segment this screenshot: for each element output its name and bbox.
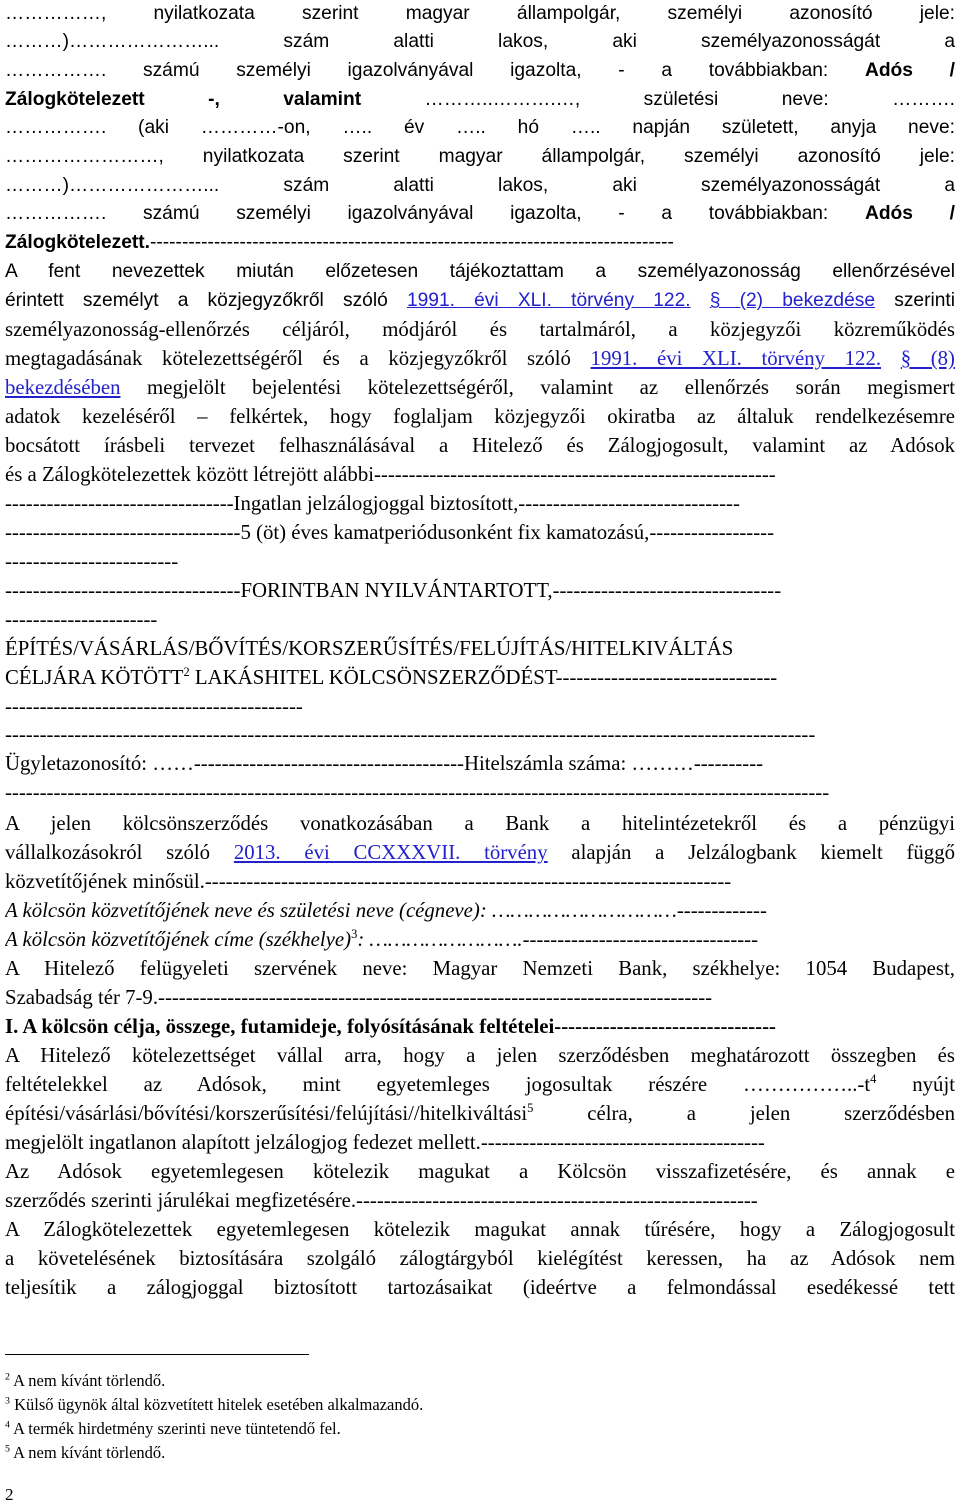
identity-line-8: és a Zálogkötelezettek között létrejött alábbi----------------------------------------------------------	[5, 463, 776, 486]
agent-address-line	[5, 926, 955, 955]
header-line-4-text: ………..……….…, születési neve: ……….	[361, 89, 955, 110]
footnote-2-text: A nem kívánt törlendő.	[9, 1371, 166, 1390]
supervisor-line-1: A Hitelező felügyeleti szervének neve: Magyar Nemzeti Bank, székhelye: 1054 Budapest,	[5, 957, 955, 980]
section-1-line-1: A Hitelező kötelezettséget vállal arra, hogy a jelen szerződésben meghatározott összegben és	[5, 1044, 955, 1067]
agent-line-2	[5, 839, 955, 868]
section-1-heading	[5, 1013, 955, 1042]
section-1-line-7: A Zálogkötelezettek egyetemlegesen kötelezik magukat annak tűrésére, hogy a Zálogjogosult	[5, 1218, 955, 1241]
supervisor-line-2: Szabadság tér 7-9.--------------------------------------------------------------------------------	[5, 986, 713, 1009]
identity-line-2-text: érintett személyt a közjegyzőkről szóló	[5, 290, 407, 311]
section-1-line-3-end: célra, a jelen szerződésben	[533, 1102, 955, 1125]
footnote-4-number: 4	[5, 1419, 10, 1431]
section-1-line-5: Az Adósok egyetemlegesen kötelezik magukat a Kölcsön visszafizetésére, és annak e	[5, 1160, 955, 1183]
header-line-8-text: ……………. számú személyi igazolványával igazolta, - a továbbiakban:	[5, 203, 865, 224]
footnote-ref-2[interactable]: 2	[183, 665, 190, 680]
title-line-8: -------------------------------------------	[5, 695, 303, 718]
header-line-3	[5, 57, 955, 86]
footnote-separator	[5, 1354, 309, 1355]
footnote-2-number: 2	[5, 1371, 10, 1383]
transaction-id-line: Ügyletazonosító: ……---------------------------------------Hitelszámla száma: ………----------	[5, 752, 764, 775]
contract-type-title: ÉPÍTÉS/VÁSÁRLÁS/BŐVÍTÉS/KORSZERŰSÍTÉS/FELÚJÍTÁS/HITELKIVÁLTÁS	[5, 637, 734, 660]
contract-type-title-2	[5, 664, 955, 693]
identity-line-3: személyazonosság-ellenőrzés céljáról, módjáról és tartalmáról, a közjegyzői közreműködés	[5, 318, 955, 341]
identity-line-6: adatok kezeléséről – felkértek, hogy foglaljam közjegyzői okiratba az általuk rendelkezésemre	[5, 405, 955, 428]
footnote-5-number: 5	[5, 1443, 10, 1455]
agent-address-label: A kölcsön közvetítőjének címe (székhelye)	[5, 928, 352, 951]
identity-line-5	[5, 374, 955, 403]
section-link-2[interactable]: § (2) bekezdése	[709, 290, 876, 311]
agent-address-value: : …………………….----------------------------------	[357, 928, 759, 951]
page-number: 2	[5, 1485, 14, 1504]
pledgor-label-2: Zálogkötelezett.	[5, 232, 150, 253]
identity-line-7: bocsátott írásbeli tervezet felhasználásával a Hitelező és Zálogjogosult, valamint az Adósok	[5, 434, 955, 457]
identity-line-2-space	[691, 290, 710, 311]
section-1-heading-text: I. A kölcsön célja, összege, futamideje, folyósításának feltételei--------------------------------	[5, 1015, 776, 1038]
contract-name: LAKÁSHITEL KÖLCSÖNSZERZŐDÉST--------------------------------	[189, 666, 778, 689]
header-line-4	[5, 86, 955, 115]
agent-line-3: közvetítőjének minősül.----------------------------------------------------------------------------	[5, 870, 732, 893]
header-line-1: ……………, nyilatkozata szerint magyar állampolgár, személyi azonosító jele:	[5, 3, 955, 24]
identity-line-2-end: szerinti	[875, 290, 955, 311]
title-line-9: ---------------------------------------------------------------------------------------------------------------------	[5, 723, 816, 746]
title-line-1: ---------------------------------Ingatlan jelzálogjoggal biztosított,--------------------------------	[5, 492, 740, 515]
identity-line-4-space	[881, 347, 901, 370]
title-line-4: ----------------------------------FORINTBAN NYILVÁNTARTOTT,---------------------------------	[5, 579, 782, 602]
title-line-2: ----------------------------------5 (öt) éves kamatperiódusonként fix kamatozású,------------------	[5, 521, 775, 544]
footnote-ref-5[interactable]: 5	[527, 1101, 534, 1116]
footnote-5-text: A nem kívánt törlendő.	[9, 1443, 166, 1462]
title-line-5: ----------------------	[5, 608, 158, 631]
footnote-ref-4[interactable]: 4	[870, 1072, 877, 1087]
title-line-3: -------------------------	[5, 550, 179, 573]
section-1-line-2-text: feltételekkel az Adósok, mint egyetemleges jogosultak részére ……………..-t	[5, 1073, 871, 1096]
header-dashes: ----------------------------------------------------------------------------------	[150, 232, 674, 253]
law-link-1991[interactable]: 1991. évi XLI. törvény 122.	[406, 290, 691, 311]
header-line-2: ………)…………………... szám alatti lakos, aki személyazonosságát a	[5, 31, 955, 52]
pledgor-label: Zálogkötelezett -, valamint	[5, 89, 362, 110]
section-1-line-9: teljesítik a zálogjoggal biztosított tartozásaikat (ideértve a felmondással esedékessé tett	[5, 1276, 955, 1299]
section-1-line-3	[5, 1100, 955, 1129]
footnote-3-number: 3	[5, 1395, 10, 1407]
section-1-line-3-text: építési/vásárlási/bővítési/korszerűsítési/felújítási//hitelkiváltási	[5, 1102, 528, 1125]
header-line-3-text: ……………. számú személyi igazolványával igazolta, - a továbbiakban:	[5, 60, 865, 81]
footnote-3-text: Külső ügynök által közvetített hitelek esetében alkalmazandó.	[9, 1395, 424, 1414]
identity-line-2	[5, 287, 955, 316]
agent-name-line	[5, 897, 955, 926]
agent-line-2-end: alapján a Jelzálogbank kiemelt függő	[547, 841, 955, 864]
agent-line-1: A jelen kölcsönszerződés vonatkozásában a Bank a hitelintézetekről és a pénzügyi	[5, 812, 955, 835]
footnote-4	[5, 1418, 341, 1440]
identity-line-5-text: megjelölt bejelentési kötelezettségéről, valamint az ellenőrzés során megismert	[120, 376, 955, 399]
section-1-line-4: megjelölt ingatlanon alapított jelzálogjog fedezet mellett.-----------------------------------------	[5, 1131, 765, 1154]
debtor-label: Adós /	[864, 60, 955, 81]
debtor-label-2: Adós /	[864, 203, 955, 224]
contract-purpose: CÉLJÁRA KÖTÖTT	[5, 666, 184, 689]
footnote-4-text: A termék hirdetmény szerinti neve tüntetendő fel.	[9, 1419, 341, 1438]
header-line-8	[5, 200, 955, 229]
section-1-line-2	[5, 1071, 955, 1100]
footnote-2	[5, 1370, 165, 1392]
identity-line-4-text: megtagadásának kötelezettségéről és a közjegyzőkről szóló	[5, 347, 591, 370]
header-line-9	[5, 229, 955, 258]
header-line-6: ……………………, nyilatkozata szerint magyar állampolgár, személyi azonosító jele:	[5, 146, 955, 167]
section-link-8[interactable]: § (8)	[900, 347, 955, 370]
section-1-line-8: a követelésének biztosítására szolgáló zálogtárgyból kielégítést keressen, ha az Adósok nem	[5, 1247, 955, 1270]
identity-line-1: A fent nevezettek miután előzetesen tájékoztattam a személyazonosság ellenőrzésével	[5, 261, 955, 282]
section-1-line-2-end: nyújt	[876, 1073, 955, 1096]
identity-line-4	[5, 345, 955, 374]
header-line-5: ……………. (aki …………-on, ….. év ….. hó ….. napján született, anyja neve:	[5, 117, 955, 138]
law-link-1991-2[interactable]: 1991. évi XLI. törvény 122.	[590, 347, 882, 370]
law-link-2013[interactable]: 2013. évi CCXXXVII. törvény	[233, 841, 548, 864]
footnote-ref-3[interactable]: 3	[351, 927, 358, 942]
section-1-line-6: szerződés szerinti járulékai megfizetésére.----------------------------------------------------------	[5, 1189, 758, 1212]
header-line-7: ………)…………………... szám alatti lakos, aki személyazonosságát a	[5, 175, 955, 196]
agent-name-label: A kölcsön közvetítőjének neve és születési neve (cégneve): …………………………-------------	[5, 899, 767, 922]
paragraph-link-8[interactable]: bekezdésében	[5, 376, 121, 399]
title-line-11: -----------------------------------------------------------------------------------------------------------------------	[5, 781, 830, 804]
footnote-3	[5, 1394, 423, 1416]
agent-line-2-text: vállalkozásokról szóló	[5, 841, 234, 864]
footnote-5	[5, 1442, 165, 1464]
